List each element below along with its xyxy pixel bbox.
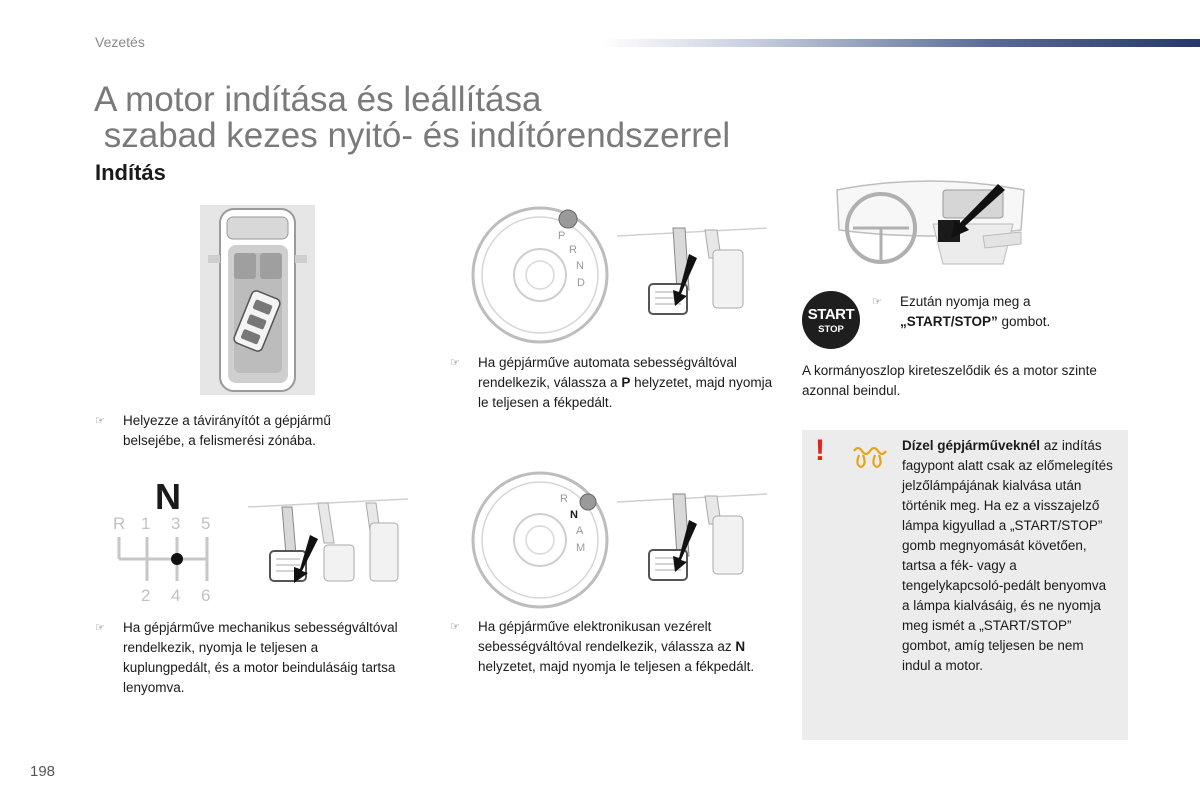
automatic-selector-illustration <box>470 205 610 345</box>
brake-pedal-illustration-2 <box>617 480 767 590</box>
selector-label-m: M <box>576 542 586 554</box>
page-number: 198 <box>30 763 56 780</box>
bullet-icon: ☞ <box>95 622 105 634</box>
bullet-icon: ☞ <box>872 296 882 308</box>
dashboard-illustration <box>833 176 1028 276</box>
bullet-icon: ☞ <box>450 357 460 369</box>
diesel-note-text: Dízel gépjárműveknél az indítás fagypont alatt csak az előmelegítés jelzőlámpájának kialvása után történik meg. Ha ez a visszajelző lámpa kigyullad a „START/STOP” gomb megnyomását követően, tartsa a fék- vagy a tengelykapcsoló-pedált benyomva a lámpa kialvásáig, és ne nyomja meg ismét a „START/STOP” gombot, amíg teljesen be nem indul a motor. <box>902 438 1113 673</box>
step-electronic-gearbox: ☞ Ha gépjárműve elektronikusan vezérelt sebességváltóval rendelkezik, válassza az N helyzetet, majd nyomja le teljesen a fékpedált. <box>450 619 755 674</box>
page-title: A motor indítása és leállítása szabad kezes nyitó- és indítórendszerrel <box>94 80 731 155</box>
gear-label-3: 3 <box>171 514 181 533</box>
gear-label-5: 5 <box>201 514 211 533</box>
step-place-key: ☞ Helyezze a távirányítót a gépjármű belsejébe, a felismerési zónába. <box>95 413 331 448</box>
neutral-label: N <box>155 476 181 517</box>
selector-label-r: R <box>560 493 568 505</box>
selector-label-r: R <box>569 244 577 256</box>
selector-label-d: D <box>577 277 585 289</box>
start-stop-button-icon: START STOP <box>802 291 860 349</box>
subheading-starting: Indítás <box>95 160 166 185</box>
brake-pedal-illustration <box>617 210 767 320</box>
step-press-start-stop: ☞ Ezután nyomja meg a „START/STOP” gombot. <box>872 294 1051 329</box>
bullet-icon: ☞ <box>450 621 460 633</box>
manual-gear-diagram <box>105 475 225 605</box>
gear-label-r: R <box>113 514 126 533</box>
glow-plug-icon <box>852 443 888 474</box>
selector-label-p: P <box>558 230 566 242</box>
gear-label-6: 6 <box>201 586 211 605</box>
step-automatic-gearbox: ☞ Ha gépjárműve automata sebességváltóval rendelkezik, válassza a P helyzetet, majd nyomja le teljesen a fékpedált. <box>450 355 773 410</box>
gear-label-4: 4 <box>171 586 181 605</box>
clutch-pedal-illustration <box>248 495 408 595</box>
electronic-selector-illustration <box>470 470 610 610</box>
warning-icon: ! <box>815 434 825 467</box>
selector-label-n: N <box>570 509 578 521</box>
bullet-icon: ☞ <box>95 415 105 427</box>
gear-label-2: 2 <box>141 586 151 605</box>
selector-label-a: A <box>576 525 584 537</box>
header-gradient-bar <box>600 39 1200 47</box>
section-label: Vezetés <box>95 34 145 50</box>
gear-label-1: 1 <box>141 514 151 533</box>
van-topview-illustration <box>200 205 315 395</box>
step-manual-gearbox: ☞ Ha gépjárműve mechanikus sebességváltóval rendelkezik, nyomja le teljesen a kuplungpedált, és a motor beindulásáig tartsa lenyomva. <box>95 620 398 695</box>
selector-label-n: N <box>576 260 584 272</box>
result-text: A kormányoszlop kireteszelődik és a motor szinte azonnal beindul. <box>802 363 1097 398</box>
